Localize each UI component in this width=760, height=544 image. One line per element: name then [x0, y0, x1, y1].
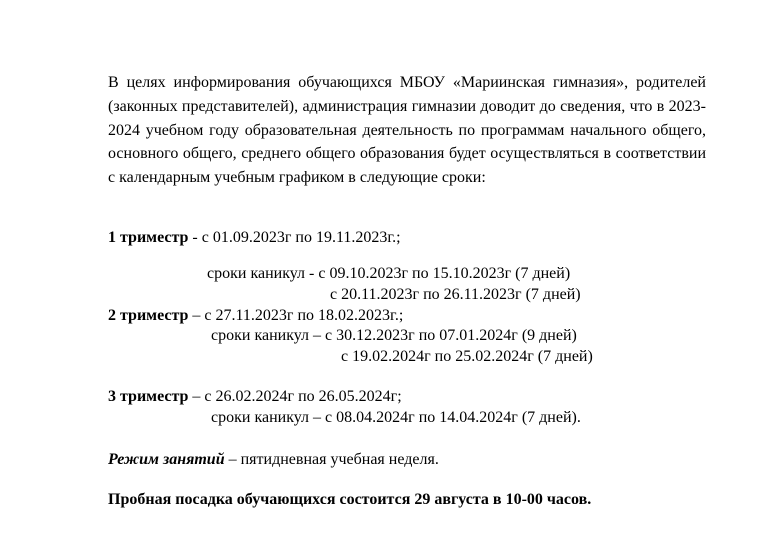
schedule-text: – пятидневная учебная неделя. [224, 451, 439, 468]
trial-seating-text: Пробная посадка обучающихся состоится 29 августа в 10-00 часов. [108, 491, 592, 508]
trimester-3-label: 3 триместр [108, 388, 189, 405]
trimester-1-vacation-2: с 20.11.2023г по 26.11.2023г (7 дней) [330, 286, 581, 303]
trimester-2-vacation-2: с 19.02.2024г по 25.02.2024г (7 дней) [341, 348, 593, 365]
trimester-3-dates: – с 26.02.2024г по 26.05.2024г; [188, 388, 402, 405]
trimester-1-label: 1 триместр [108, 229, 189, 246]
trimester-3-line [108, 387, 402, 407]
trimester-2-dates: – с 27.11.2023г по 18.02.2023г.; [188, 307, 404, 324]
trimester-1-line [108, 228, 401, 248]
trial-seating-note [108, 490, 591, 510]
intro-paragraph: В целях информирования обучающихся МБОУ «Мариинская гимназия», родителей (законных представителей), администрация гимназии доводит до сведения, что в 2023-2024 учебном году образовательная деятельность по программам начального общего, основного общего, среднего общего образования будет осуществляться в соответствии с календарным учебным графиком в следующие сроки: [108, 74, 706, 187]
trimester-2-label: 2 триместр [108, 307, 189, 324]
schedule-line [108, 450, 439, 470]
trimester-2-vacation-1: сроки каникул – с 30.12.2023г по 07.01.2024г (9 дней) [211, 327, 577, 344]
schedule-label: Режим занятий [108, 451, 225, 468]
trimester-2-line [108, 306, 403, 326]
trimester-3-vacation-1: сроки каникул – с 08.04.2024г по 14.04.2024г (7 дней). [211, 409, 581, 426]
trimester-1-dates: - с 01.09.2023г по 19.11.2023г.; [188, 229, 401, 246]
trimester-1-vacation-1: сроки каникул - с 09.10.2023г по 15.10.2023г (7 дней) [207, 265, 571, 282]
